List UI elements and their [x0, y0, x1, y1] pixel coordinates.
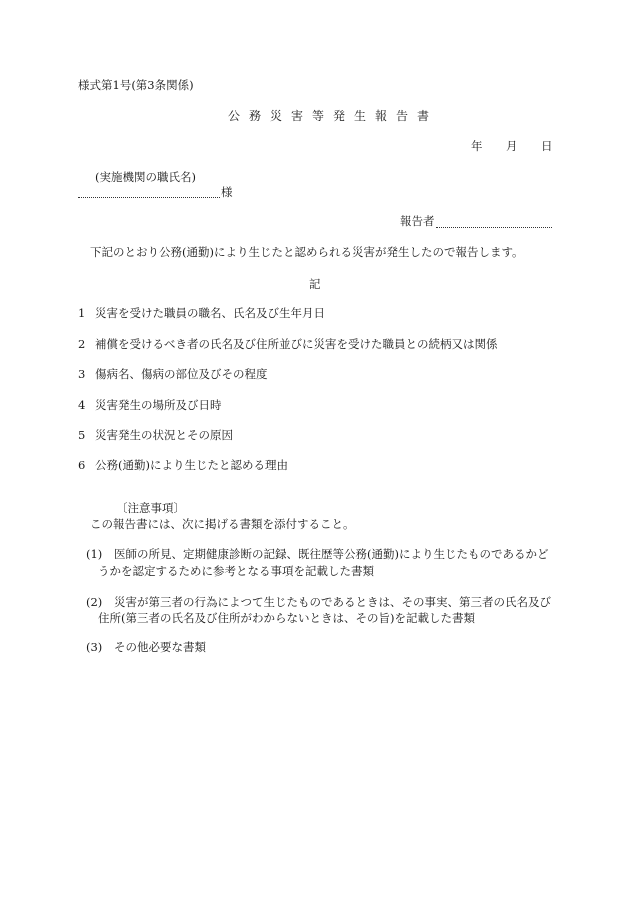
item-text: 傷病名、傷病の部位及びその程度 [95, 367, 268, 381]
note-text-line2: 住所(第三者の氏名及び住所がわからないときは、その旨)を記載した書類 [98, 611, 475, 625]
document-title: 公務災害等発生報告書 [228, 109, 439, 123]
note-text-line2: うかを認定するために参考となる事項を記載した書類 [98, 564, 374, 578]
notes-intro: この報告書には、次に掲げる書類を添付すること。 [90, 517, 355, 531]
note-text-line1: その他必要な書類 [114, 640, 206, 654]
month-label: 月 [506, 139, 518, 153]
notes-heading: 〔注意事項〕 [116, 501, 185, 515]
intro-text: 下記のとおり公務(通勤)により生じたと認められる災害が発生したので報告します。 [90, 245, 524, 259]
item-text: 災害発生の場所及び日時 [95, 398, 222, 412]
addressee-label: (実施機関の職氏名) [95, 170, 196, 184]
item-number: 4 [78, 398, 86, 412]
note-text-line1: 災害が第三者の行為によつて生じたものであるときは、その事実、第三者の氏名及び [114, 595, 551, 609]
addressee-blank-line[interactable] [78, 197, 220, 198]
day-label: 日 [541, 139, 553, 153]
item-text: 災害発生の状況とその原因 [95, 428, 233, 442]
note-text-line1: 医師の所見、定期健康診断の記録、既往歴等公務(通勤)により生じたものであるかど [114, 547, 549, 561]
note-number: (3) [86, 640, 103, 654]
item-number: 3 [78, 367, 86, 381]
addressee-honorific: 様 [221, 185, 233, 199]
year-label: 年 [471, 139, 483, 153]
note-number: (1) [86, 547, 103, 561]
form-number: 様式第1号(第3条関係) [78, 78, 194, 92]
reporter-label: 報告者 [400, 214, 435, 228]
item-number: 1 [78, 306, 86, 320]
item-number: 6 [78, 458, 86, 472]
ki-heading: 記 [309, 277, 321, 291]
item-text: 公務(通勤)により生じたと認める理由 [95, 458, 288, 472]
reporter-blank-line[interactable] [436, 227, 552, 228]
item-number: 2 [78, 337, 86, 351]
item-text: 補償を受けるべき者の氏名及び住所並びに災害を受けた職員との続柄又は関係 [95, 337, 498, 351]
note-number: (2) [86, 595, 103, 609]
item-text: 災害を受けた職員の職名、氏名及び生年月日 [95, 306, 325, 320]
item-number: 5 [78, 428, 86, 442]
